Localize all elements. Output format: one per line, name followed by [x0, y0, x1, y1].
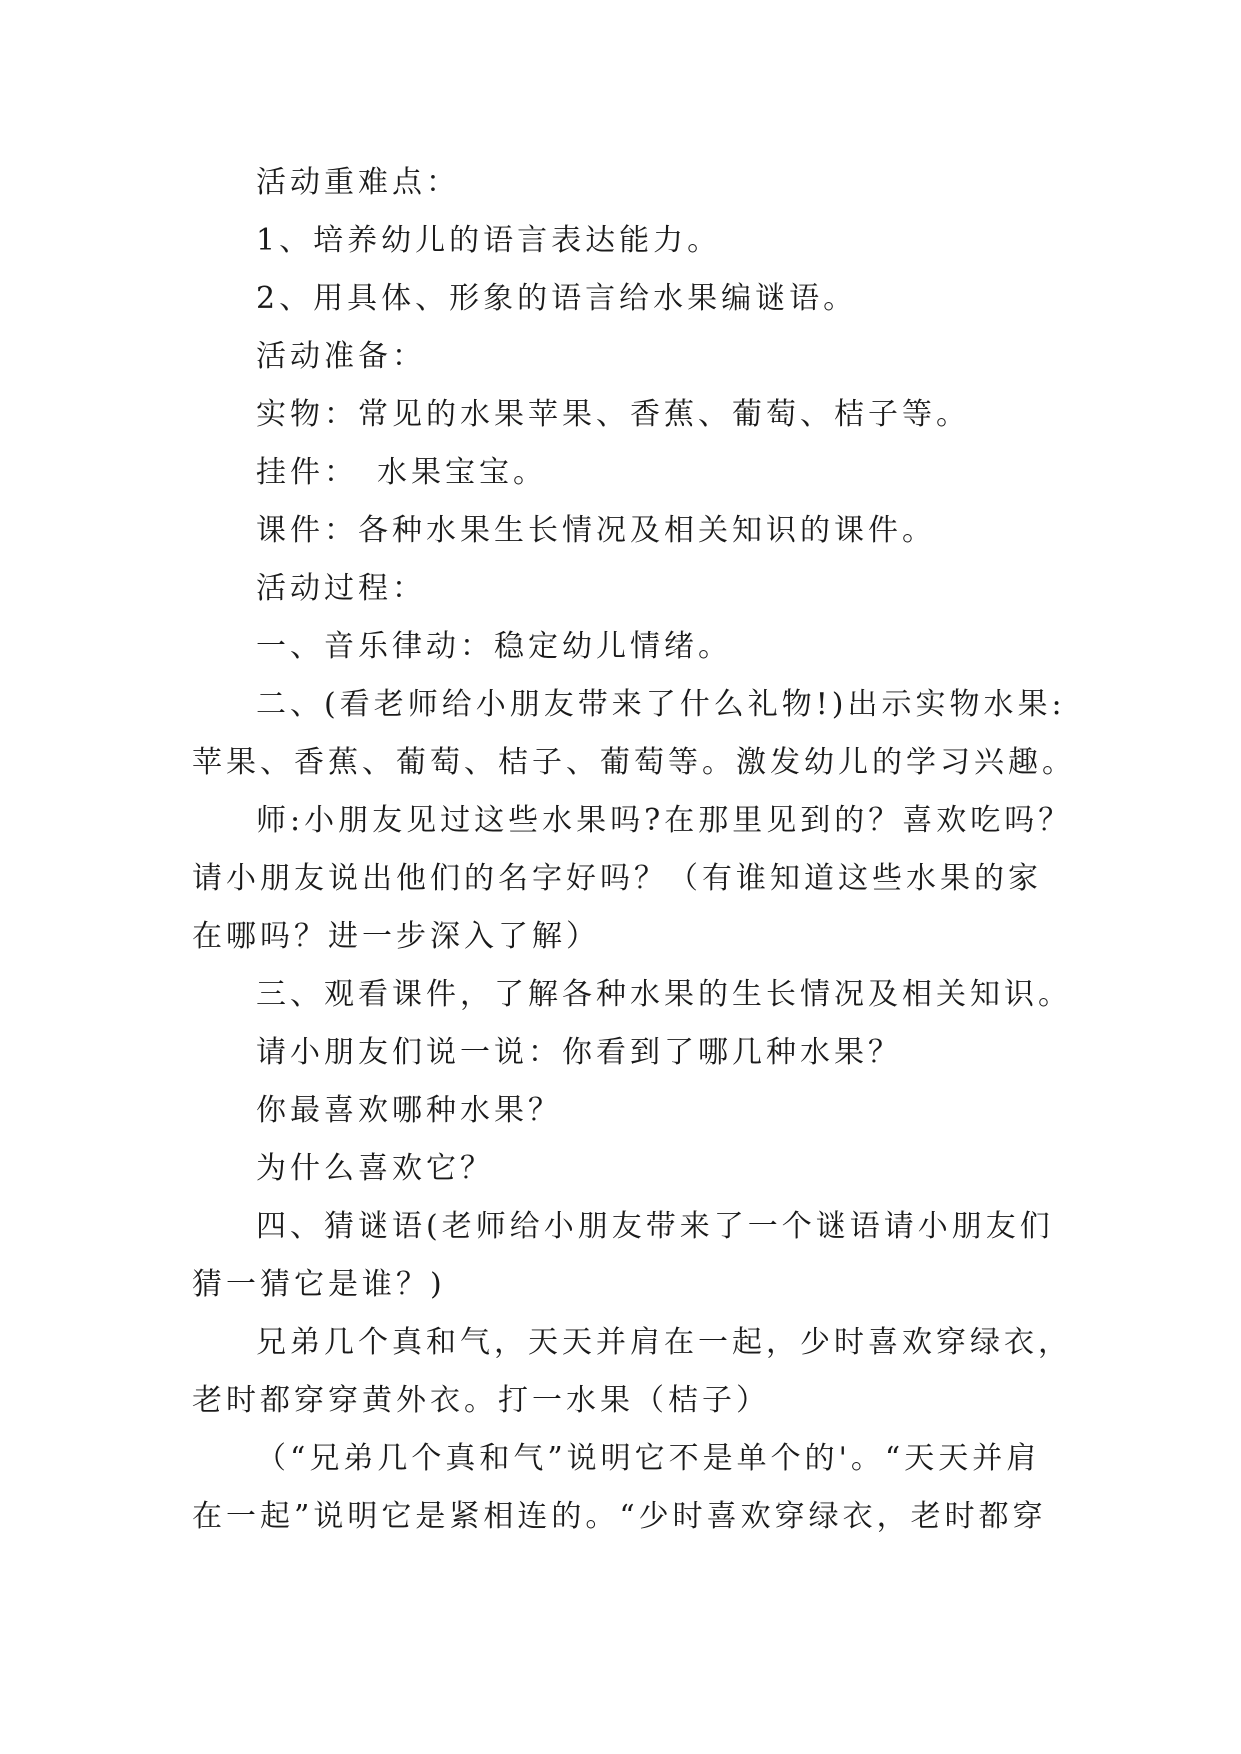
paragraph: 实物：常见的水果苹果、香蕉、葡萄、桔子等。 [256, 397, 970, 432]
riddle-text: 兄弟几个真和气，天天并肩在一起，少时喜欢穿绿衣， [256, 1325, 1072, 1360]
paragraph: 挂件： 水果宝宝。 [256, 455, 547, 490]
heading-difficulties: 活动重难点： [256, 165, 460, 200]
paragraph-continued: 苹果、香蕉、葡萄、桔子、葡萄等。激发幼儿的学习兴趣。 [192, 745, 1076, 780]
paragraph: 师:小朋友见过这些水果吗?在那里见到的？喜欢吃吗？ [256, 803, 1073, 838]
paragraph: （“兄弟几个真和气”说明它不是单个的'。“天天并肩 [256, 1441, 1041, 1476]
paragraph: 三、观看课件，了解各种水果的生长情况及相关知识。 [256, 977, 1072, 1012]
paragraph: 1、培养幼儿的语言表达能力。 [256, 223, 722, 258]
paragraph: 一、音乐律动：稳定幼儿情绪。 [256, 629, 732, 664]
document-body [192, 154, 1076, 1546]
paragraph: 请小朋友们说一说：你看到了哪几种水果？ [256, 1035, 902, 1070]
paragraph-continued: 在一起”说明它是紧相连的。“少时喜欢穿绿衣，老时都穿 [192, 1499, 1047, 1534]
paragraph-continued: 猜一猜它是谁？) [192, 1267, 446, 1302]
paragraph-continued: 请小朋友说出他们的名字好吗？（有谁知道这些水果的家 [192, 861, 1042, 896]
paragraph: 课件：各种水果生长情况及相关知识的课件。 [256, 513, 936, 548]
paragraph-continued: 在哪吗？进一步深入了解） [192, 919, 600, 954]
paragraph: 为什么喜欢它？ [256, 1151, 494, 1186]
riddle-text-continued: 老时都穿穿黄外衣。打一水果（桔子） [192, 1383, 770, 1418]
heading-process: 活动过程： [256, 571, 426, 606]
paragraph: 四、猜谜语(老师给小朋友带来了一个谜语请小朋友们 [256, 1209, 1054, 1244]
paragraph: 你最喜欢哪种水果？ [256, 1093, 562, 1128]
heading-preparation: 活动准备： [256, 339, 426, 374]
paragraph: 二、(看老师给小朋友带来了什么礼物!)出示实物水果: [256, 687, 1066, 722]
paragraph: 2、用具体、形象的语言给水果编谜语。 [256, 281, 858, 316]
